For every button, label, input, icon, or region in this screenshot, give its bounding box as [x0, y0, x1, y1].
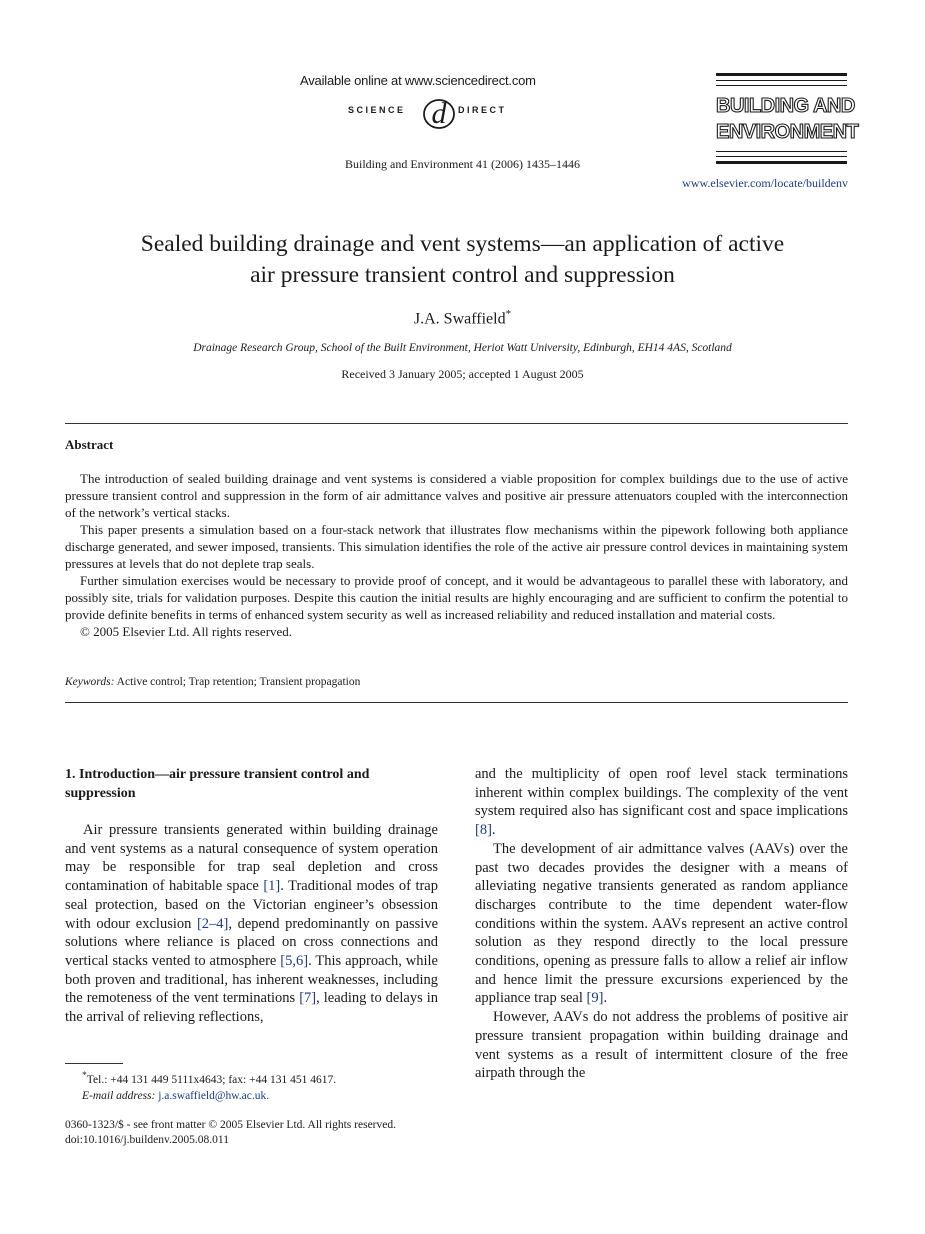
email-label: E-mail address: [82, 1089, 156, 1102]
right-column [475, 765, 848, 1083]
body-paragraph-continued: and the multiplicity of open roof level stack terminations inherent within complex buildings. The complexity of the vent system required also has significant cost and space implications [8]. [475, 766, 848, 839]
issn-line: 0360-1323/$ - see front matter © 2005 Elsevier Ltd. All rights reserved. [65, 1119, 396, 1131]
reference-link[interactable]: [5,6] [280, 952, 309, 969]
section-heading [65, 765, 438, 803]
reference-link[interactable]: [1] [263, 878, 281, 895]
article-title [40, 229, 885, 291]
author-name[interactable]: J.A. Swaffield [413, 310, 506, 328]
email-link[interactable]: j.a.swaffield@hw.ac.uk. [158, 1089, 270, 1102]
abstract-paragraph: This paper presents a simulation based on a four-stack network that illustrates flow mechanisms within the pipework following both appliance discharge generated, and sewer imposed, transients. This simulation identifies the role of the active air pressure control devices in maintaining system pressures at levels that do not deplete trap seals. [65, 522, 848, 571]
title-line-1: Sealed building drainage and vent systems—an application of active [140, 231, 785, 257]
body-paragraph: Air pressure transients generated within building drainage and vent systems as a natural consequence of system operation may be responsible for trap seal depletion and cross contamination of habitable space [1]. Traditional modes of trap seal protection, based on the Victorian engineer’s obsession with odour exclusion [2–4], depend predominantly on passive solutions where reliance is placed on cross connections and vertical stacks vented to atmosphere [5,6]. This approach, while both proven and traditional, has inherent weaknesses, including the remoteness of the vent terminations [7], leading to delays in the arrival of relieving reflections, [65, 822, 439, 1026]
reference-link[interactable]: [9] [586, 990, 604, 1007]
keywords-list: Active control; Trap retention; Transient propagation [116, 676, 361, 688]
abstract-paragraph: Further simulation exercises would be necessary to provide proof of concept, and it would be advantageous to parallel these with laboratory, and possibly site, trials for validation purposes. Despite this caution the initial results are highly encouraging and are sufficient to confirm the potential to provide definite benefits in terms of enhanced system security as well as increased reliability and reduced installation and material costs. [65, 573, 848, 622]
section-heading-line-2: suppression [65, 786, 136, 801]
doi-line[interactable]: doi:10.1016/j.buildenv.2005.08.011 [65, 1134, 229, 1146]
journal-logo-line1: BUILDING AND [716, 95, 855, 117]
title-line-2: air pressure transient control and suppression [250, 262, 675, 288]
reference-link[interactable]: [7] [299, 990, 317, 1007]
journal-url-link[interactable]: www.elsevier.com/locate/buildenv [682, 176, 848, 190]
author [0, 308, 925, 328]
sciencedirect-availability: Available online at www.sciencedirect.com [300, 73, 536, 88]
front-matter-info [65, 1118, 396, 1148]
sciencedirect-logo[interactable] [348, 92, 568, 130]
sd-logo-left-text: SCIENCE [348, 105, 406, 115]
footnote-contact: *Tel.: +44 131 449 5111x4643; fax: +44 131 451 4617. [82, 1070, 337, 1086]
abstract-paragraph: The introduction of sealed building drainage and vent systems is considered a viable proposition for complex buildings due to the use of active pressure transient control and suppression in the form of air admittance valves and positive air pressure attenuators coupled with the interconnection of the network’s vertical stacks. [65, 471, 848, 520]
footnote-mark: * [82, 1070, 87, 1081]
copyright-line: © 2005 Elsevier Ltd. All rights reserved. [80, 624, 293, 639]
section-heading-line-1: 1. Introduction—air pressure transient control and [65, 767, 370, 782]
sd-logo-mark-letter: d [431, 97, 447, 130]
body-paragraph: However, AAVs do not address the problems of positive air pressure transient propagation within building drainage and vent systems as a result of intermittent closure of the free airpath through the [475, 1009, 848, 1082]
footnote-email [65, 1088, 336, 1104]
affiliation: Drainage Research Group, School of the Built Environment, Heriot Watt University, Edinburgh, EH14 4AS, Scotland [193, 342, 732, 354]
reference-link[interactable]: [2–4] [196, 915, 229, 932]
journal-reference: Building and Environment 41 (2006) 1435–1446 [345, 157, 580, 171]
divider [65, 702, 848, 703]
footnote [65, 1068, 336, 1104]
footnote-divider [65, 1063, 123, 1064]
keywords [65, 676, 360, 688]
keywords-label: Keywords: [65, 676, 115, 688]
abstract-body [65, 470, 848, 640]
divider [65, 423, 848, 424]
journal-logo-line2: ENVIRONMENT [716, 121, 859, 143]
sd-logo-right-text: DIRECT [458, 105, 507, 115]
reference-link[interactable]: [8] [475, 822, 492, 839]
author-footnote-mark[interactable]: * [505, 308, 512, 320]
received-dates: Received 3 January 2005; accepted 1 August 2005 [341, 367, 584, 381]
left-column [65, 821, 438, 1027]
sciencedirect-d-icon [422, 92, 456, 130]
body-paragraph: The development of air admittance valves (AAVs) over the past two decades provides the designer with a means of alleviating negative transients generated as random appliance discharges contribute to the time dependent water-flow conditions within the system. AAVs represent an active control solution as they respond directly to the local pressure conditions, opening as pressure falls to allow a relief air inflow and hence limit the pressure excursions experienced by the appliance trap seal [9]. [475, 840, 848, 1007]
journal-logo [716, 73, 859, 168]
abstract-heading: Abstract [65, 437, 114, 452]
